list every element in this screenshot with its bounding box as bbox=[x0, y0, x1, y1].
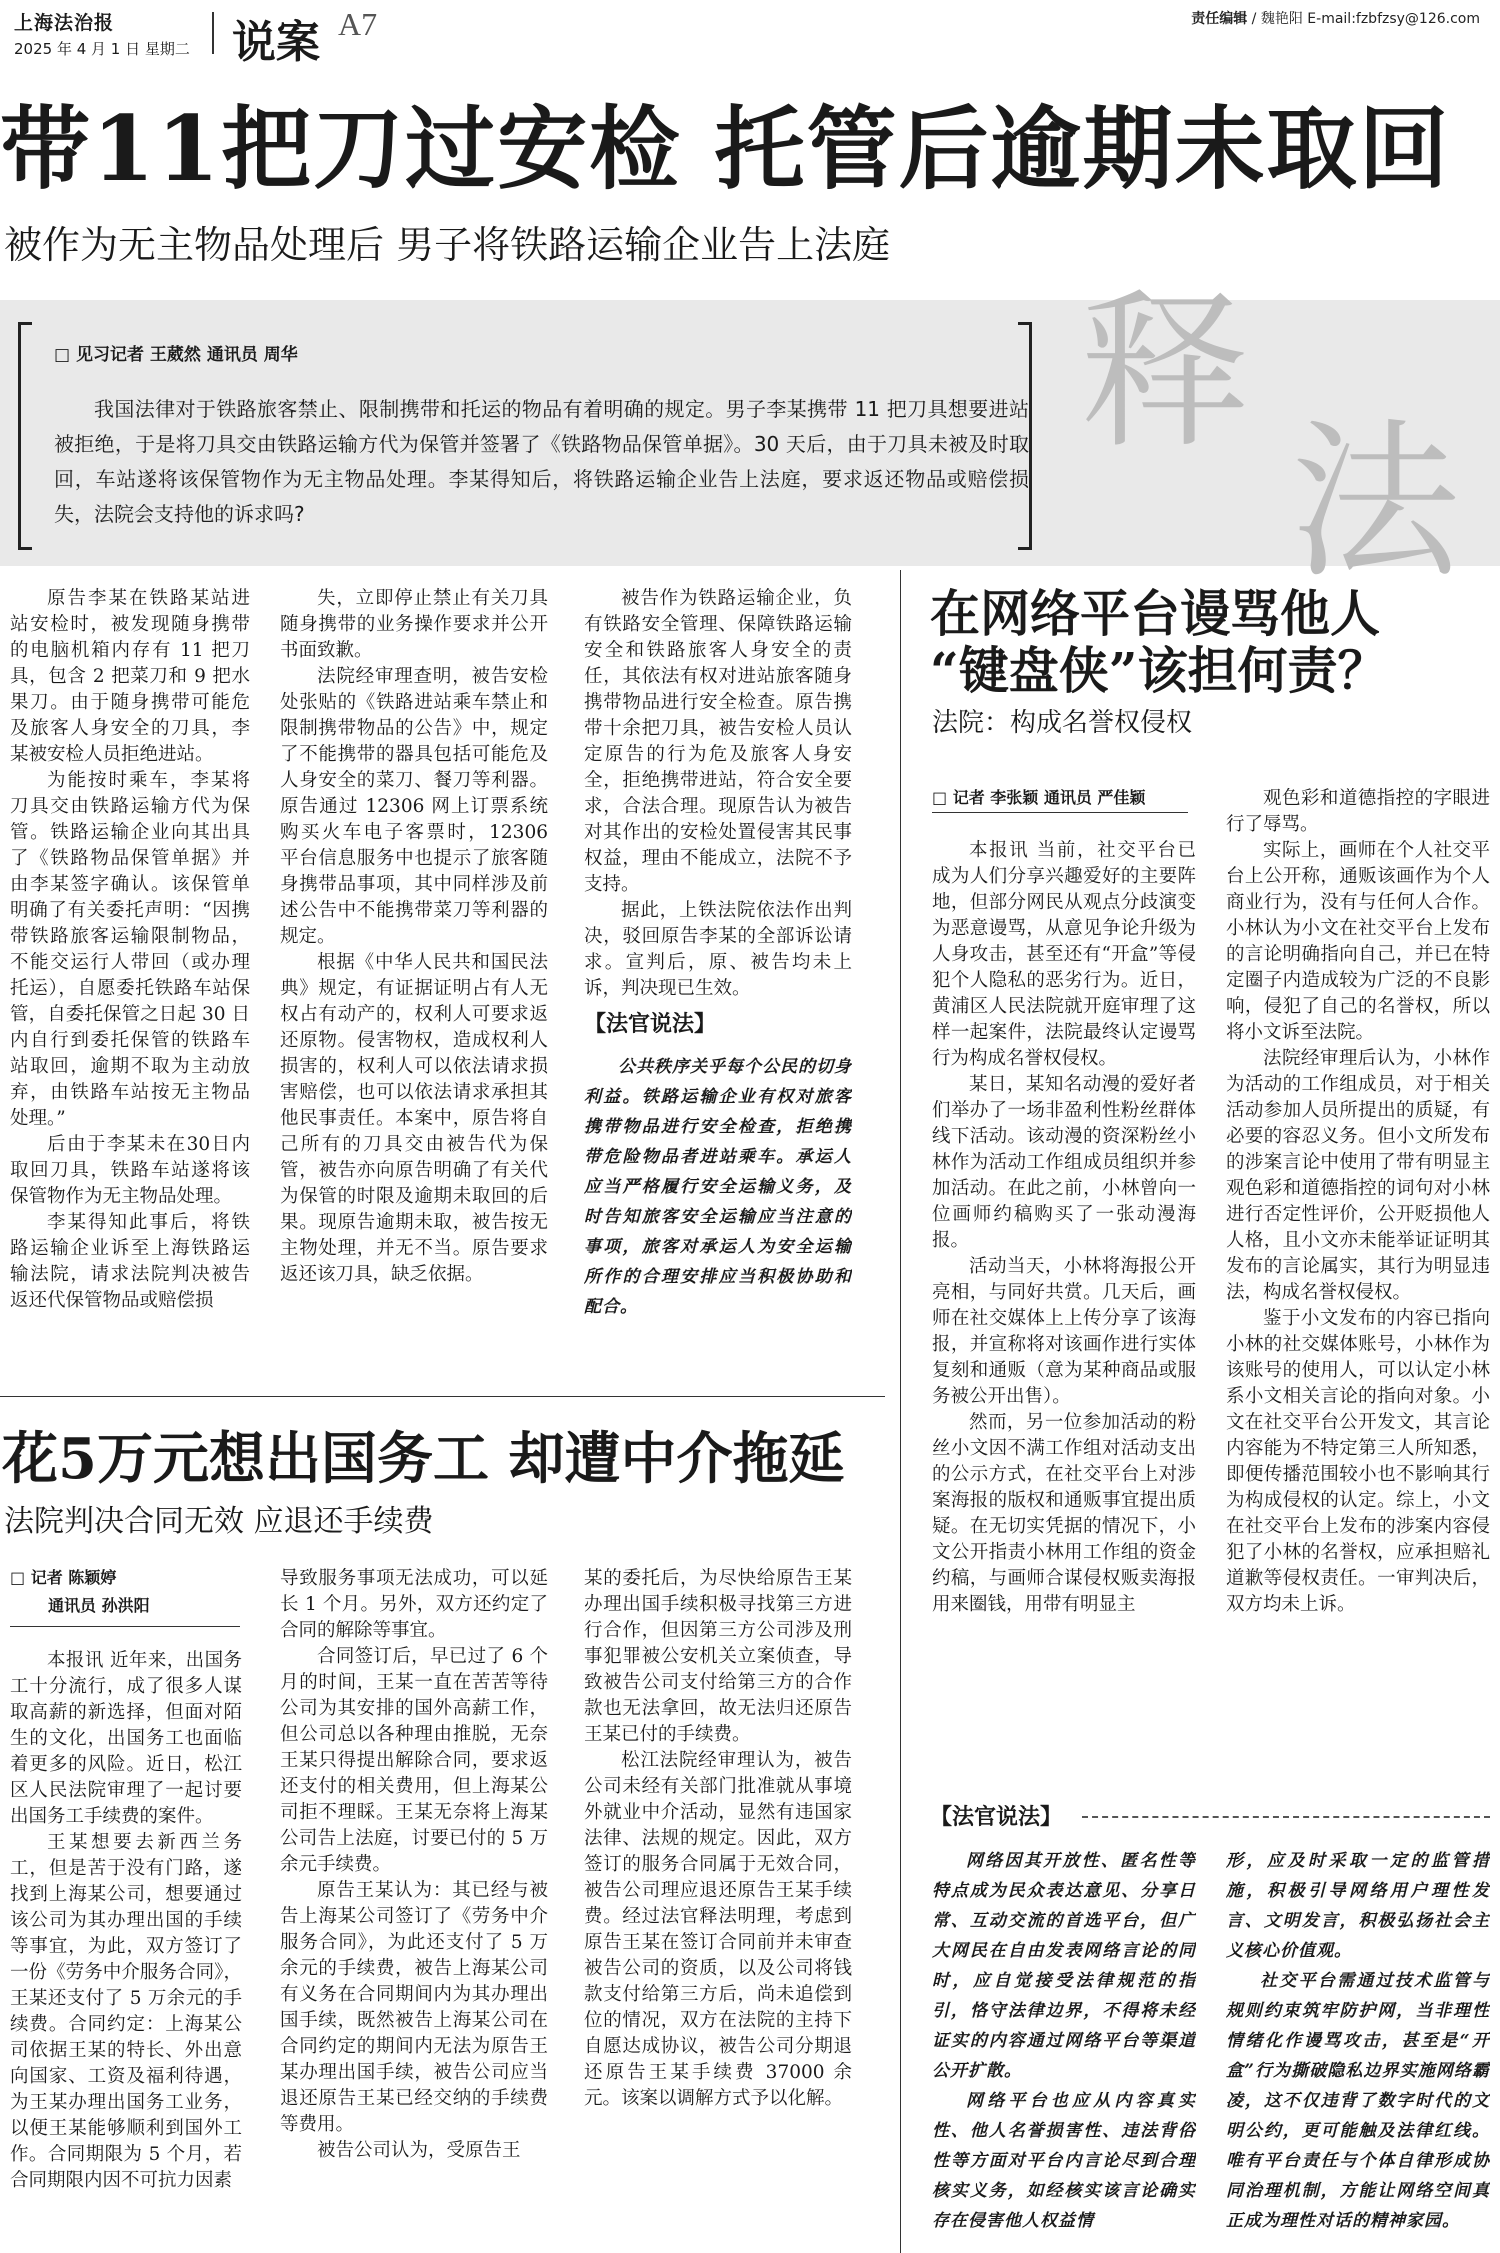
intro-paragraph: 我国法律对于铁路旅客禁止、限制携带和托运的物品有着明确的规定。男子李某携带 11 把刀具想要进站被拒绝，于是将刀具交由铁路运输方代为保管并签署了《铁路物品保管单据》。30 天后，由于刀具未被及时取回，车站遂将该保管物作为无主物品处理。李某得知后，将铁路运输企业告上法庭，要求返还物品或赔偿损失，法院会支持他的诉求吗? bbox=[54, 397, 1029, 526]
main-headline: 带11把刀过安检 托管后逾期未取回 bbox=[0, 96, 1451, 202]
story2-judge-label: 【法官说法】 bbox=[930, 1805, 1063, 1830]
paragraph: 本报讯 当前，社交平台已成为人们分享兴趣爱好的主要阵地，但部分网民从观点分歧演变为恶意谩骂，从意见争论升级为人身攻击，甚至还有“开盒”等侵犯个人隐私的恶劣行为。近日，黄浦区人民法院就开庭审理了这样一起案件，法院最终认定谩骂行为构成名誉权侵权。 bbox=[932, 840, 1196, 1069]
judge-says-label: 【法官说法】 bbox=[584, 1012, 717, 1037]
paragraph: 某的委托后，为尽快给原告王某办理出国手续积极寻找第三方进行合作，但因第三方公司涉及刑事犯罪被公安机关立案侦查，导致被告公司支付给第三方的合作款也无法拿回，故无法归还原告王某已付的手续费。 bbox=[584, 1568, 852, 1745]
paragraph: 观色彩和道德指控的字眼进行了辱骂。 bbox=[1226, 788, 1490, 835]
story3-col-2 bbox=[280, 1566, 548, 2248]
main-col-1 bbox=[10, 586, 250, 1376]
story2-headline: 在网络平台谩骂他人 bbox=[930, 584, 1380, 643]
byline-underline bbox=[10, 1626, 240, 1627]
paragraph: 松江法院经审理认为，被告公司未经有关部门批准就从事境外就业中介活动，显然有违国家法律、法规的规定。因此，双方签订的服务合同属于无效合同，被告公司理应退还原告王某手续费。经过法官释法明理，考虑到原告王某在签订合同前并未审查被告公司的资质，以及公司将钱款支付给第三方后，尚未追偿到位的情况，双方在法院的主持下自愿达成协议，被告公司分期退还原告王某手续费 37000 余元。该案以调解方式予以化解。 bbox=[584, 1750, 852, 2109]
paragraph: 据此，上铁法院依法作出判决，驳回原告李某的全部诉讼请求。宣判后，原、被告均未上诉，判决现已生效。 bbox=[584, 900, 852, 999]
story3-col-1 bbox=[10, 1648, 242, 2248]
paragraph: 鉴于小文发布的内容已指向小林的社交媒体账号，小林作为该账号的使用人，可以认定小林系小文相关言论的指向对象。小文在社交平台公开发文，其言论内容能为不特定第三人所知悉，即便传播范围较小也不影响其行为构成侵权的认定。综上，小文在社交平台上发布的涉案内容侵犯了小林的名誉权，应承担赔礼道歉等侵权责任。一审判决后，双方均未上诉。 bbox=[1226, 1308, 1490, 1615]
editor-name: 魏艳阳 bbox=[1260, 11, 1303, 27]
story2-headline-2: “键盘侠”该担何责？ bbox=[930, 641, 1388, 700]
paragraph: 法院经审理查明，被告安检处张贴的《铁路进站乘车禁止和限制携带物品的公告》中，规定了不能携带的器具包括可能危及人身安全的菜刀、餐刀等利器。原告通过 12306 网上订票系统购买火车电子客票时，12306 平台信息服务中也提示了旅客随身携带品事项，其中同样涉及前述公告中不能携带菜刀等利器的规定。 bbox=[280, 666, 548, 947]
section-divider bbox=[0, 1396, 885, 1397]
judge-label-rule bbox=[1082, 1816, 1490, 1818]
paragraph: 为能按时乘车，李某将刀具交由铁路运输方代为保管。铁路运输企业向其出具了《铁路物品保管单据》并由李某签字确认。该保管单明确了有关委托声明：“因携带铁路旅客运输限制物品，不能交运行人带回（或办理托运），自愿委托铁路车站保管，自委托保管之日起 30 日内自行到委托保管的铁路车站取回，逾期不取为主动放弃，由铁路车站按无主物品处理。” bbox=[10, 770, 250, 1129]
main-col-3 bbox=[584, 586, 852, 1376]
paragraph: 原告李某在铁路某站进站安检时，被发现随身携带的电脑机箱内存有 11 把刀具，包含 2 把菜刀和 9 把水果刀。由于随身携带可能危及旅客人身安全的刀具，李某被安检人员拒绝进站。 bbox=[10, 588, 250, 765]
section-name: 说案 bbox=[232, 17, 320, 68]
paragraph: 根据《中华人民共和国民法典》规定，有证据证明占有人无权占有动产的，权利人可要求返还原物。侵害物权，造成权利人损害的，权利人可以依法请求损害赔偿，也可以依法请求承担其他民事责任。本案中，原告将自己所有的刀具交由被告代为保管，被告亦向原告明确了有关代为保管的时限及逾期未取回的后果。现原告逾期未取，被告按无主物处理，并无不当。原告要求返还该刀具，缺乏依据。 bbox=[280, 952, 548, 1285]
column-divider bbox=[900, 570, 901, 2253]
paragraph: 导致服务事项无法成功，可以延长 1 个月。另外，双方还约定了合同的解除等事宜。 bbox=[280, 1568, 548, 1641]
story2-judge-col-2 bbox=[1226, 1846, 1490, 2246]
masthead: 上海法治报 bbox=[14, 12, 115, 34]
paragraph: 后由于李某未在30日内取回刀具，铁路车站遂将该保管物作为无主物品处理。 bbox=[10, 1134, 250, 1207]
issue-date: 2025 年 4 月 1 日 星期二 bbox=[14, 40, 190, 58]
byline-underline bbox=[932, 812, 1188, 813]
story2-judge-col-1 bbox=[932, 1846, 1196, 2246]
paragraph: 法院经审理后认为，小林作为活动的工作组成员，对于相关活动参加人员所提出的质疑，有必要的容忍义务。但小文所发布的涉案言论中使用了带有明显主观色彩和道德指控的词句对小林进行否定性评价，公开贬损他人人格，且小文亦未能举证证明其发布的言论属实，其行为明显违法，构成名誉权侵权。 bbox=[1226, 1048, 1490, 1303]
page-number: A7 bbox=[338, 6, 378, 42]
story2-subheadline: 法院：构成名誉权侵权 bbox=[932, 708, 1193, 738]
main-col-2 bbox=[280, 586, 548, 1376]
story3-byline-correspondent: 通讯员 孙洪阳 bbox=[48, 1596, 150, 1615]
paragraph: 形，应及时采取一定的监管措施，积极引导网络用户理性发言、文明发言，积极弘扬社会主义核心价值观。 bbox=[1226, 1851, 1490, 1961]
story2-col-2 bbox=[1226, 786, 1490, 1786]
story3-byline-reporter: □ 记者 陈颖婷 bbox=[10, 1568, 117, 1587]
story3-headline: 花5万元想出国务工 却遭中介拖延 bbox=[2, 1426, 845, 1492]
paragraph: 网络因其开放性、匿名性等特点成为民众表达意见、分享日常、互动交流的首选平台，但广大网民在自由发表网络言论的同时，应自觉接受法律规范的指引，恪守法律边界，不得将未经证实的内容通过网络平台等渠道公开扩散。 bbox=[932, 1851, 1196, 2081]
main-byline: □ 见习记者 王葳然 通讯员 周华 bbox=[54, 345, 298, 365]
paragraph: 活动当天，小林将海报公开亮相，与同好共赏。几天后，画师在社交媒体上上传分享了该海报，并宣称将对该画作进行实体复刻和通贩（意为某种商品或服务被公开出售）。 bbox=[932, 1256, 1196, 1407]
judge-says-text: 公共秩序关乎每个公民的切身利益。铁路运输企业有权对旅客携带物品进行安全检查，拒绝携带危险物品者进站乘车。承运人应当严格履行安全运输义务，及时告知旅客安全运输应当注意的事项，旅客对承运人为安全运输所作的合理安排应当积极协助和配合。 bbox=[584, 1057, 852, 1317]
paragraph: 本报讯 近年来，出国务工十分流行，成了很多人谋取高薪的新选择，但面对陌生的文化，出国务工也面临着更多的风险。近日，松江区人民法院审理了一起讨要出国务工手续费的案件。 bbox=[10, 1650, 242, 1827]
paragraph: 然而，另一位参加活动的粉丝小文因不满工作组对活动支出的公示方式，在社交平台上对涉案海报的版权和通贩事宜提出质疑。在无切实凭据的情况下，小文公开指责小林用工作组的资金约稿，与画师合谋侵权贩卖海报用来圈钱，用带有明显主 bbox=[932, 1412, 1196, 1615]
paragraph: 网络平台也应从内容真实性、他人名誉损害性、违法背俗性等方面对平台内言论尽到合理核实义务，如经核实该言论确实存在侵害他人权益情 bbox=[932, 2091, 1196, 2231]
paragraph: 失，立即停止禁止有关刀具随身携带的业务操作要求并公开书面致歉。 bbox=[280, 588, 548, 661]
editor-info: 责任编辑 / 魏艳阳 E-mail:fzbfzsy@126.com bbox=[1191, 11, 1480, 27]
header-divider bbox=[212, 12, 214, 54]
paragraph: 被告作为铁路运输企业，负有铁路安全管理、保障铁路运输安全和铁路旅客人身安全的责任，其依法有权对进站旅客随身携带物品进行安全检查。原告携带十余把刀具，被告安检人员认定原告的行为危及旅客人身安全，拒绝携带进站，符合安全要求，合法合理。现原告认为被告对其作出的安检处置侵害其民事权益，理由不能成立，法院不予支持。 bbox=[584, 588, 852, 895]
badge-char-2: 法 bbox=[1290, 404, 1461, 602]
main-subheadline: 被作为无主物品处理后 男子将铁路运输企业告上法庭 bbox=[4, 223, 891, 267]
paragraph: 王某想要去新西兰务工，但是苦于没有门路，遂找到上海某公司，想要通过该公司为其办理出国的手续等事宜，为此，双方签订了一份《劳务中介服务合同》，王某还支付了 5 万余元的手续费。合同约定：上海某公司依据王某的特长、外出意向国家、工资及福利待遇，为王某办理出国务工业务，以便王某能够顺利到国外工作。合同期限为 5 个月，若合同期限内因不可抗力因素 bbox=[10, 1832, 242, 2191]
paragraph: 被告公司认为，受原告王 bbox=[317, 2140, 521, 2161]
story3-subheadline: 法院判决合同无效 应退还手续费 bbox=[4, 1504, 434, 1539]
story2-col-1 bbox=[932, 838, 1196, 1786]
paragraph: 社交平台需通过技术监管与规则约束筑牢防护网，当非理性情绪化作谩骂攻击，甚至是“开盒”行为撕破隐私边界实施网络霸凌，这不仅违背了数字时代的文明公约，更可能触及法律红线。唯有平台责任与个体自律形成协同治理机制，方能让网络空间真正成为理性对话的精神家园。 bbox=[1226, 1971, 1490, 2231]
story2-byline: □ 记者 李张颖 通讯员 严佳颖 bbox=[932, 788, 1146, 807]
badge-char-1: 释 bbox=[1080, 274, 1251, 472]
editor-label: 责任编辑 bbox=[1191, 11, 1248, 27]
paragraph: 实际上，画师在个人社交平台上公开称，通贩该画作为个人商业行为，没有与任何人合作。小林认为小文在社交平台上发布的言论明确指向自己，并已在特定圈子内造成较为广泛的不良影响，侵犯了自己的名誉权，所以将小文诉至法院。 bbox=[1226, 840, 1490, 1043]
paragraph: 某日，某知名动漫的爱好者们举办了一场非盈利性粉丝群体线下活动。该动漫的资深粉丝小林作为活动工作组成员组织并参加活动。在此之前，小林曾向一位画师约稿购买了一张动漫海报。 bbox=[932, 1074, 1196, 1251]
paragraph: 原告王某认为：其已经与被告上海某公司签订了《劳务中介服务合同》，为此还支付了 5 万余元的手续费，被告上海某公司有义务在合同期间内为其办理出国手续，既然被告上海某公司在合同约定的期间内无法为原告王某办理出国手续，被告公司应当退还原告王某已经交纳的手续费等费用。 bbox=[280, 1880, 548, 2135]
paragraph: 合同签订后，早已过了 6 个月的时间，王某一直在苦苦等待公司为其安排的国外高薪工作，但公司总以各种理由推脱，无奈王某只得提出解除合同，要求返还支付的相关费用，但上海某公司拒不理睬。王某无奈将上海某公司告上法庭，讨要已付的 5 万余元手续费。 bbox=[280, 1646, 548, 1875]
intro-bracket-left bbox=[18, 322, 32, 550]
story3-col-3 bbox=[584, 1566, 852, 2248]
editor-email: E-mail:fzbfzsy@126.com bbox=[1307, 11, 1480, 27]
paragraph: 李某得知此事后，将铁路运输企业诉至上海铁路运输法院，请求法院判决被告返还代保管物品或赔偿损 bbox=[10, 1212, 250, 1311]
explain-law-badge bbox=[1080, 268, 1480, 602]
